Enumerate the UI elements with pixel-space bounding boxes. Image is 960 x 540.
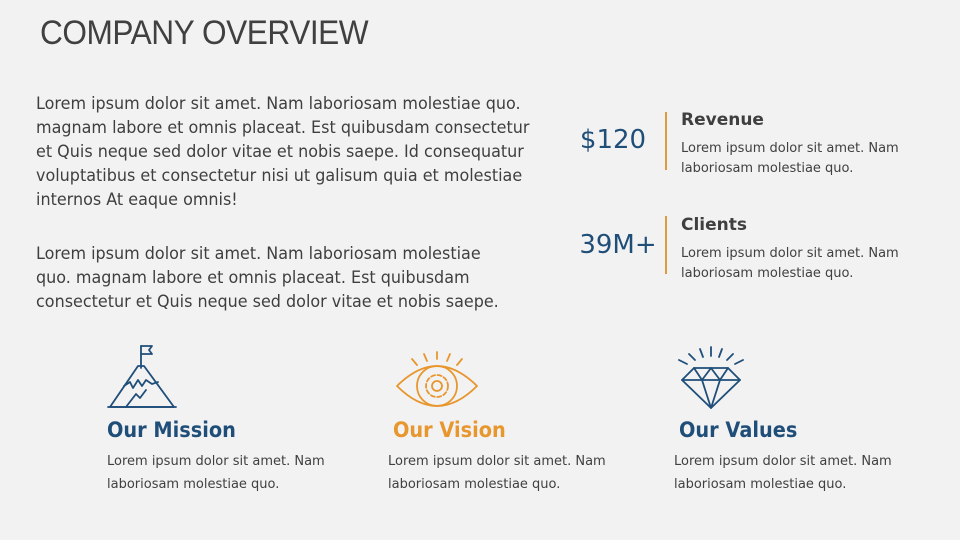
feature-description: Lorem ipsum dolor sit amet. Nam laboriosam molestiae quo. bbox=[107, 454, 325, 492]
stat-value: $120 bbox=[579, 125, 647, 155]
diamond-icon bbox=[674, 344, 748, 410]
stat-divider bbox=[665, 216, 667, 274]
mountain-flag-icon bbox=[106, 342, 178, 410]
feature-title: Our Mission bbox=[107, 418, 236, 442]
feature-title: Our Vision bbox=[393, 418, 506, 442]
intro-paragraph-1: Lorem ipsum dolor sit amet. Nam laboriosam molestiae quo. magnam labore et omnis placeat. Est quibusdam consectetur et Quis neque sed dolor vitae et nobis saepe. Id consequatur voluptatibus et consectetur nisi ut galisum quia et molestiae internos At eaque omnis! bbox=[36, 94, 530, 210]
stat-description: Lorem ipsum dolor sit amet. Nam laboriosam molestiae quo. bbox=[681, 141, 899, 176]
eye-gear-icon bbox=[394, 350, 480, 412]
page-title: COMPANY OVERVIEW bbox=[40, 14, 369, 52]
stat-description: Lorem ipsum dolor sit amet. Nam laboriosam molestiae quo. bbox=[681, 246, 899, 281]
stat-label: Revenue bbox=[681, 110, 764, 130]
feature-title: Our Values bbox=[679, 418, 798, 442]
stat-value: 39M+ bbox=[579, 230, 657, 260]
feature-description: Lorem ipsum dolor sit amet. Nam laboriosam molestiae quo. bbox=[388, 454, 606, 492]
feature-description: Lorem ipsum dolor sit amet. Nam laboriosam molestiae quo. bbox=[674, 454, 892, 492]
stat-label: Clients bbox=[681, 215, 748, 235]
stat-divider bbox=[665, 112, 667, 170]
intro-paragraph-2: Lorem ipsum dolor sit amet. Nam laboriosam molestiae quo. magnam labore et omnis placeat. Est quibusdam consectetur et Quis neque sed dolor vitae et nobis saepe. bbox=[36, 244, 499, 312]
